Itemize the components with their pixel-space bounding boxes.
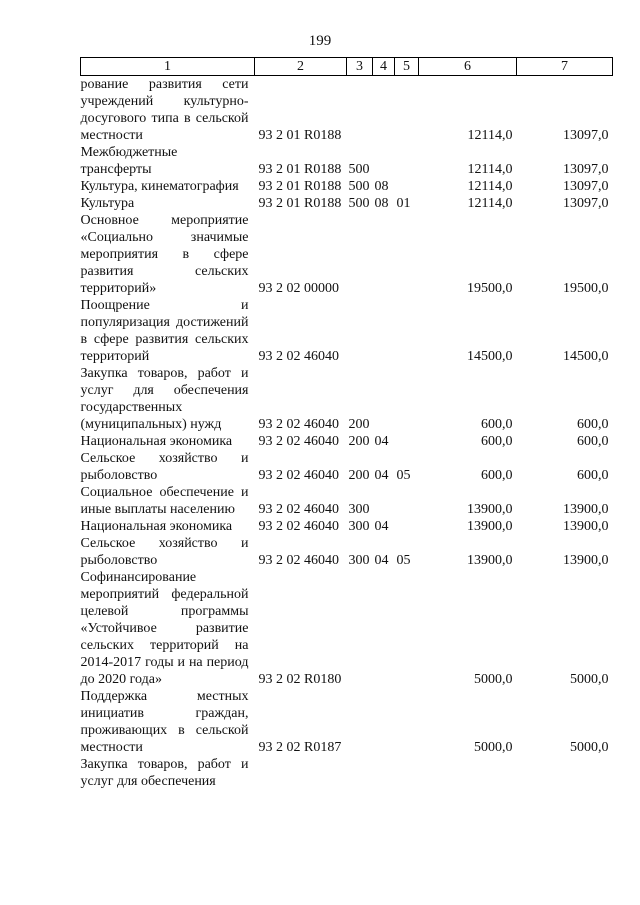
table-row <box>81 212 613 297</box>
row-code: 93 2 02 46040 <box>258 468 339 483</box>
row-section <box>373 688 395 756</box>
row-code <box>255 756 347 790</box>
row-section: 04 <box>374 553 389 568</box>
row-code: 93 2 01 R0188 <box>258 162 342 177</box>
table-row <box>81 518 613 535</box>
row-name: Национальная экономика <box>80 434 233 449</box>
row-section <box>373 756 395 790</box>
table-row <box>81 756 613 790</box>
row-section <box>373 569 395 688</box>
row-expense-type: 500 <box>348 196 370 211</box>
row-subsection <box>395 76 419 145</box>
row-amount-1: 5000,0 <box>474 740 513 755</box>
table-body <box>81 76 613 791</box>
row-subsection <box>395 178 419 195</box>
row-amount-2: 13097,0 <box>563 179 609 194</box>
row-amount-2: 13097,0 <box>563 128 609 143</box>
row-name: Сельское хозяйство и рыболовство <box>80 536 249 568</box>
row-amount-1: 13900,0 <box>467 519 513 534</box>
row-code: 93 2 02 46040 <box>258 417 339 432</box>
row-name: рование развития сети учреждений культурно-досугового типа в сельской местности <box>80 77 249 143</box>
table-row <box>81 688 613 756</box>
row-code: 93 2 02 46040 <box>258 434 339 449</box>
row-name: Сельское хозяйство и рыболовство <box>80 451 249 483</box>
row-name: Основное мероприятие «Социально значимые мероприятия в сфере развития сельских территорий» <box>80 213 249 296</box>
row-name: Поддержка местных инициатив граждан, проживающих в сельской местности <box>80 689 249 755</box>
column-header-7: 7 <box>517 58 613 76</box>
row-section: 04 <box>374 519 389 534</box>
column-header-1: 1 <box>81 58 255 76</box>
row-name: Национальная экономика <box>80 519 233 534</box>
row-name: Культура <box>80 196 135 211</box>
row-code: 93 2 01 R0188 <box>258 128 342 143</box>
table-row <box>81 297 613 365</box>
row-amount-1: 5000,0 <box>474 672 513 687</box>
row-code: 93 2 02 46040 <box>258 519 339 534</box>
row-subsection <box>395 212 419 297</box>
row-code: 93 2 01 R0188 <box>258 196 342 211</box>
row-amount-1: 13900,0 <box>467 553 513 568</box>
row-section <box>373 297 395 365</box>
row-amount-2: 13900,0 <box>563 502 609 517</box>
table-row <box>81 365 613 433</box>
row-expense-type <box>347 756 373 790</box>
row-expense-type: 300 <box>348 553 370 568</box>
page-number: 199 <box>308 33 332 49</box>
column-header-6: 6 <box>419 58 517 76</box>
row-subsection <box>395 756 419 790</box>
row-amount-1: 14500,0 <box>467 349 513 364</box>
table-row <box>81 484 613 518</box>
row-name: Социальное обеспечение и иные выплаты населению <box>80 485 249 517</box>
row-name: Закупка товаров, работ и услуг для обеспечения государственных (муниципальных) нужд <box>80 366 249 432</box>
row-amount-1: 12114,0 <box>467 128 513 143</box>
row-subsection <box>395 297 419 365</box>
row-subsection <box>395 518 419 535</box>
table-row <box>81 569 613 688</box>
row-code: 93 2 02 46040 <box>258 553 339 568</box>
row-amount-2: 5000,0 <box>570 740 609 755</box>
row-expense-type <box>347 688 373 756</box>
row-amount-1: 12114,0 <box>467 196 513 211</box>
row-section <box>373 484 395 518</box>
row-name: Поощрение и популяризация достижений в сфере развития сельских территорий <box>80 298 249 364</box>
row-expense-type <box>347 212 373 297</box>
table-row <box>81 178 613 195</box>
row-section <box>373 144 395 178</box>
budget-table <box>80 57 613 790</box>
row-code: 93 2 02 46040 <box>258 349 339 364</box>
row-amount-1: 12114,0 <box>467 179 513 194</box>
row-expense-type <box>347 76 373 145</box>
column-header-2: 2 <box>255 58 347 76</box>
table-row <box>81 535 613 569</box>
row-amount-2: 600,0 <box>577 417 609 432</box>
row-expense-type: 200 <box>348 434 370 449</box>
header-row <box>81 58 613 76</box>
row-amount-1: 600,0 <box>481 468 513 483</box>
row-subsection: 05 <box>396 468 411 483</box>
row-expense-type: 200 <box>348 468 370 483</box>
row-amount-2: 13900,0 <box>563 519 609 534</box>
row-expense-type: 300 <box>348 502 370 517</box>
row-code: 93 2 02 R0187 <box>258 740 342 755</box>
row-code: 93 2 02 00000 <box>258 281 339 296</box>
row-amount-2: 19500,0 <box>563 281 609 296</box>
table-row <box>81 195 613 212</box>
row-section: 04 <box>374 434 389 449</box>
row-subsection <box>395 144 419 178</box>
row-name: Закупка товаров, работ и услуг для обеспечения <box>80 757 249 789</box>
row-amount-1 <box>419 756 517 790</box>
row-section: 08 <box>374 179 389 194</box>
row-code: 93 2 01 R0188 <box>258 179 342 194</box>
table-row <box>81 450 613 484</box>
row-expense-type <box>347 569 373 688</box>
row-amount-2: 600,0 <box>577 434 609 449</box>
row-expense-type: 200 <box>348 417 370 432</box>
row-code: 93 2 02 46040 <box>258 502 339 517</box>
column-header-3: 3 <box>347 58 373 76</box>
row-section <box>373 365 395 433</box>
row-subsection <box>395 484 419 518</box>
row-amount-2: 13900,0 <box>563 553 609 568</box>
table-row <box>81 76 613 145</box>
row-expense-type: 500 <box>348 179 370 194</box>
row-name: Культура, кинематография <box>80 179 239 194</box>
row-amount-2 <box>517 756 613 790</box>
row-subsection <box>395 688 419 756</box>
row-section <box>373 212 395 297</box>
row-section: 04 <box>374 468 389 483</box>
table-row <box>81 144 613 178</box>
row-amount-2: 14500,0 <box>563 349 609 364</box>
table-row <box>81 433 613 450</box>
row-amount-2: 600,0 <box>577 468 609 483</box>
row-amount-2: 13097,0 <box>563 162 609 177</box>
column-header-4: 4 <box>373 58 395 76</box>
row-name: Межбюджетные трансферты <box>80 145 178 177</box>
row-code: 93 2 02 R0180 <box>258 672 342 687</box>
column-header-5: 5 <box>395 58 419 76</box>
row-subsection <box>395 365 419 433</box>
row-name: Софинансирование мероприятий федеральной целевой программы «Устойчивое развитие сельских территорий на 2014-2017 годы и на период до 2020 года» <box>80 570 249 687</box>
row-amount-2: 5000,0 <box>570 672 609 687</box>
row-amount-1: 19500,0 <box>467 281 513 296</box>
row-section <box>373 76 395 145</box>
row-expense-type: 500 <box>348 162 370 177</box>
row-amount-1: 600,0 <box>481 417 513 432</box>
row-subsection <box>395 433 419 450</box>
row-subsection <box>395 569 419 688</box>
row-expense-type <box>347 297 373 365</box>
row-subsection: 05 <box>396 553 411 568</box>
row-amount-1: 12114,0 <box>467 162 513 177</box>
row-amount-2: 13097,0 <box>563 196 609 211</box>
row-amount-1: 13900,0 <box>467 502 513 517</box>
row-expense-type: 300 <box>348 519 370 534</box>
row-amount-1: 600,0 <box>481 434 513 449</box>
row-section: 08 <box>374 196 389 211</box>
row-subsection: 01 <box>396 196 411 211</box>
